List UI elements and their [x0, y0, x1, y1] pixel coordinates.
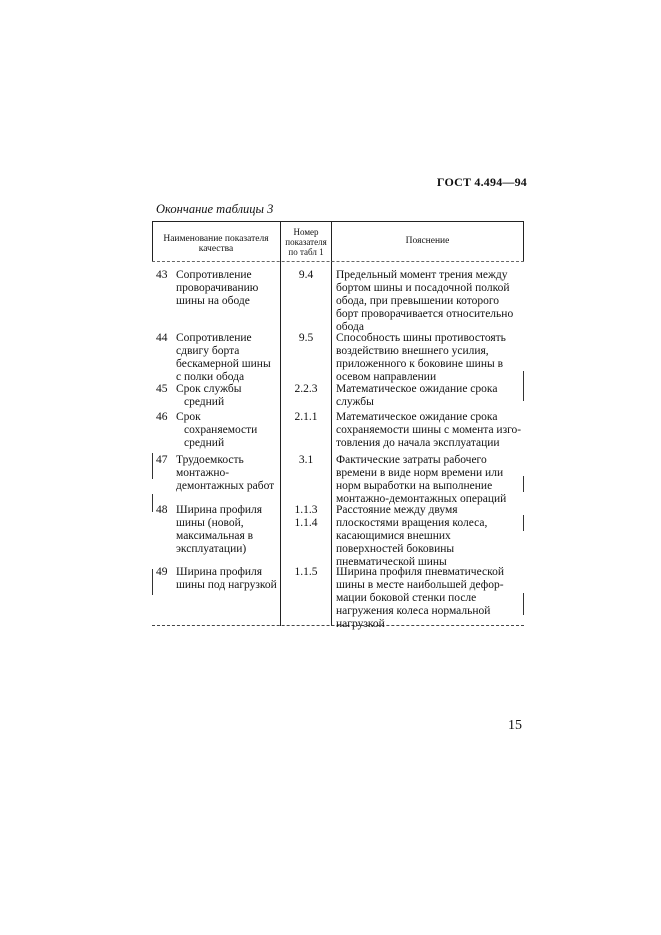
name-line: средний: [184, 437, 225, 449]
border-fragment: [152, 494, 153, 512]
ref-line: 9.4: [298, 269, 314, 281]
header-explanation: Пояснение: [405, 236, 450, 246]
row-ref: [281, 504, 331, 530]
ref-line: 1.1.4: [294, 517, 318, 529]
row-number: 49: [156, 566, 168, 578]
quality-indicators-table: [152, 221, 524, 630]
row-number: 44: [156, 332, 168, 344]
border-fragment: [523, 371, 524, 401]
header-ref-line: Номер: [293, 227, 319, 237]
explanation-line: сохраняемости шины с момента изго-: [336, 424, 522, 436]
explanation-line: норм выработки на выполнение: [336, 480, 493, 492]
explanation-line: обода: [336, 321, 364, 333]
explanation-line: пневматической шины: [336, 556, 447, 568]
explanation-line: Способность шины противостоять: [336, 332, 506, 344]
explanation-line: Ширина профиля пневматической: [336, 566, 504, 578]
explanation-line: нагружения колеса нормальной: [336, 605, 491, 617]
explanation-line: Математическое ожидание срока: [336, 383, 498, 395]
table-top-border: [152, 221, 524, 222]
standard-code: ГОСТ 4.494—94: [436, 175, 527, 189]
row-ref: [281, 383, 331, 396]
name-line: монтажно-: [176, 467, 230, 479]
explanation-line: приложенного к боковине шины в: [336, 358, 504, 370]
row-explanation: [336, 332, 522, 384]
header-divider: [152, 261, 524, 262]
header-name: Наименование показателя качества: [163, 234, 269, 254]
explanation-line: нагрузкой: [336, 618, 385, 630]
ref-line: 3.1: [298, 454, 314, 466]
explanation-line: времени в виде норм времени или: [336, 467, 504, 479]
name-line: эксплуатации): [176, 543, 247, 555]
row-number: 48: [156, 504, 168, 516]
name-line: бескамерной шины: [176, 358, 271, 370]
row-explanation: [336, 411, 522, 450]
row-number: 43: [156, 269, 168, 281]
explanation-line: воздействию внешнего усилия,: [336, 345, 489, 357]
name-line: Срок: [176, 411, 201, 423]
page-number: 15: [508, 718, 522, 733]
row-number: 47: [156, 454, 168, 466]
row-ref: [281, 411, 331, 424]
explanation-line: борт проворачивается относительно: [336, 308, 514, 320]
explanation-line: бортом шины и посадочной полкой: [336, 282, 510, 294]
explanation-line: плоскостями вращения колеса,: [336, 517, 488, 529]
name-line: шины на ободе: [176, 295, 250, 307]
ref-line: 1.1.5: [294, 566, 318, 578]
header-ref-line: показателя: [285, 237, 327, 247]
name-line: проворачиванию: [176, 282, 259, 294]
row-explanation: [336, 454, 522, 506]
row-name: [176, 383, 280, 409]
name-line: демонтажных работ: [176, 480, 275, 492]
explanation-line: обода, при превышении которого: [336, 295, 500, 307]
row-number: 46: [156, 411, 168, 423]
border-fragment: [152, 453, 153, 479]
explanation-line: шины в месте наибольшей дефор-: [336, 579, 504, 591]
explanation-line: касающимися внешних: [336, 530, 451, 542]
header-ref: [281, 227, 331, 257]
row-ref: [281, 454, 331, 467]
row-name: [176, 411, 280, 450]
name-line: Трудоемкость: [176, 454, 244, 466]
border-fragment: [523, 515, 524, 531]
explanation-line: Математическое ожидание срока: [336, 411, 498, 423]
ref-line: 2.2.3: [294, 383, 318, 395]
explanation-line: Предельный момент трения между: [336, 269, 508, 281]
row-explanation: [336, 383, 522, 409]
row-ref: [281, 566, 331, 579]
name-line: шины (новой,: [176, 517, 244, 529]
explanation-line: службы: [336, 396, 374, 408]
row-name: [176, 269, 280, 308]
explanation-line: поверхностей боковины: [336, 543, 455, 555]
explanation-line: товления до начала эксплуатации: [336, 437, 500, 449]
name-line: шины под нагрузкой: [176, 579, 277, 591]
row-name: [176, 504, 280, 556]
name-line: Сопротивление: [176, 332, 252, 344]
name-line: сдвигу борта: [176, 345, 240, 357]
row-number: 45: [156, 383, 168, 395]
name-line: Сопротивление: [176, 269, 252, 281]
name-line: средний: [184, 396, 225, 408]
row-ref: [281, 332, 331, 345]
table-caption: Окончание таблицы 3: [156, 202, 274, 216]
row-explanation: [336, 504, 522, 569]
explanation-line: Расстояние между двумя: [336, 504, 458, 516]
explanation-line: осевом направлении: [336, 371, 437, 383]
ref-line: 1.1.3: [294, 504, 318, 516]
table-right-border: [523, 221, 524, 261]
name-line: Ширина профиля: [176, 566, 263, 578]
ref-line: 2.1.1: [294, 411, 318, 423]
ref-line: 9.5: [298, 332, 314, 344]
name-line: максимальная в: [176, 530, 254, 542]
border-fragment: [152, 569, 153, 595]
name-line: Срок службы: [176, 383, 242, 395]
column-divider-2: [331, 221, 332, 626]
explanation-line: Фактические затраты рабочего: [336, 454, 487, 466]
row-explanation: [336, 566, 522, 631]
border-fragment: [523, 593, 524, 615]
name-line: сохраняемости: [184, 424, 258, 436]
name-line: Ширина профиля: [176, 504, 263, 516]
header-ref-line: по табл 1: [288, 247, 324, 257]
explanation-line: монтажно-демонтажных операций: [336, 493, 507, 505]
explanation-line: мации боковой стенки после: [336, 592, 477, 604]
row-explanation: [336, 269, 522, 334]
row-name: [176, 332, 280, 384]
name-line: с полки обода: [176, 371, 245, 383]
row-ref: [281, 269, 331, 282]
row-name: [176, 454, 280, 493]
row-name: [176, 566, 280, 592]
border-fragment: [523, 476, 524, 492]
